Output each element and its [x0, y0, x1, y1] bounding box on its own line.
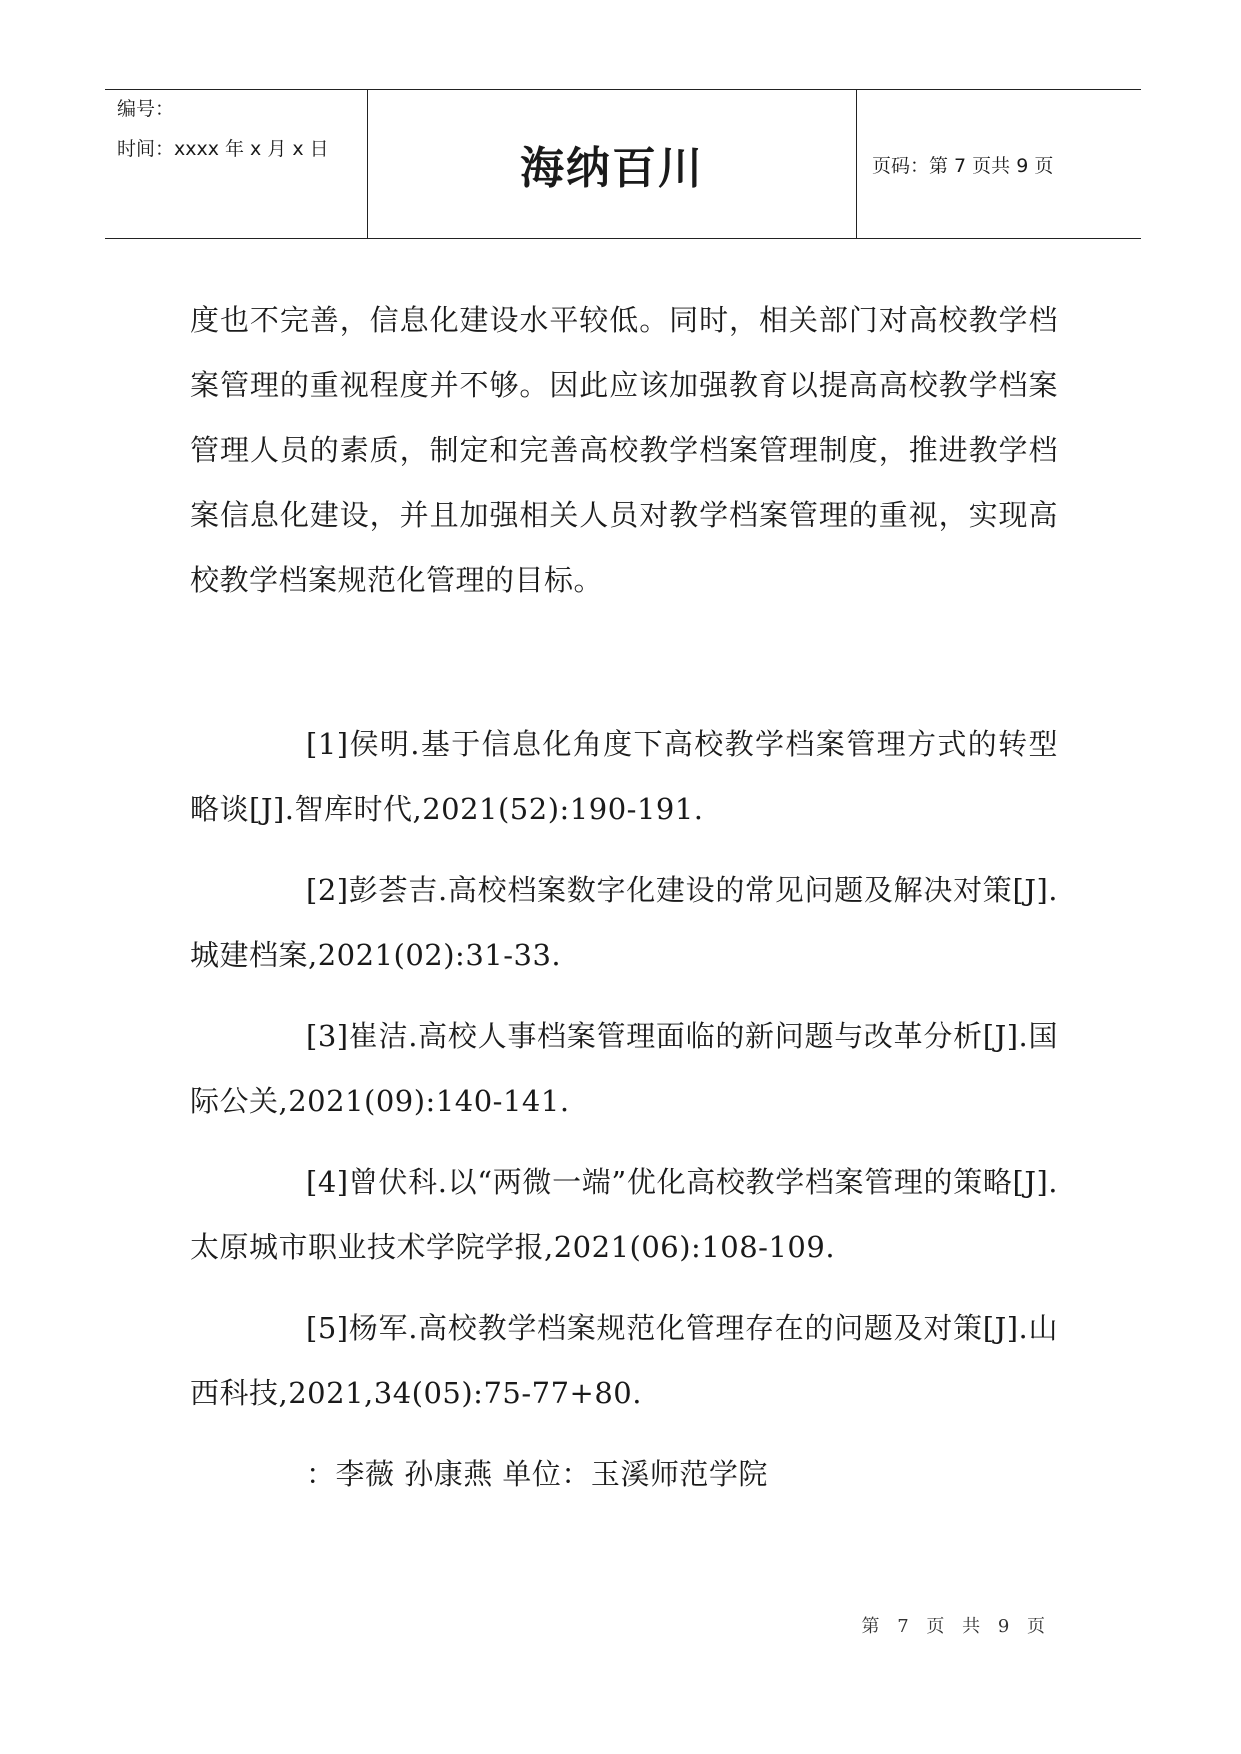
reference-item: [4]曾伏科.以“两微一端”优化高校教学档案管理的策略[J].太原城市职业技术学院学报,2021(06):108-109. [190, 1165, 1058, 1264]
header-page-cell [857, 90, 1141, 238]
document-number-label: 编号： [117, 98, 175, 120]
body-paragraph: 度也不完善，信息化建设水平较低。同时，相关部门对高校教学档案管理的重视程度并不够。因此应该加强教育以提高高校教学档案管理人员的素质，制定和完善高校教学档案管理制度，推进教学档案信息化建设，并且加强相关人员对教学档案管理的重视，实现高校教学档案规范化管理的目标。 [190, 303, 1058, 597]
header-title-cell [368, 90, 857, 238]
reference-item: [2]彭荟吉.高校档案数字化建设的常见问题及解决对策[J].城建档案,2021(02):31-33. [190, 873, 1058, 972]
author-affiliation: ：李薇 孙康燕 单位：玉溪师范学院 [306, 1457, 768, 1491]
reference-list [190, 712, 1058, 1442]
footer-page-number: 第 7 页 共 9 页 [861, 1616, 1051, 1637]
document-date-label: 时间：xxxx 年 x 月 x 日 [117, 138, 329, 160]
reference-item: [1]侯明.基于信息化角度下高校教学档案管理方式的转型略谈[J].智库时代,2021(52):190-191. [190, 727, 1058, 826]
header-meta-cell [105, 90, 368, 238]
header-page-number: 页码：第 7 页共 9 页 [872, 154, 1054, 177]
reference-item: [5]杨军.高校教学档案规范化管理存在的问题及对策[J].山西科技,2021,34(05):75-77+80. [190, 1311, 1058, 1410]
reference-item: [3]崔洁.高校人事档案管理面临的新问题与改革分析[J].国际公关,2021(09):140-141. [190, 1019, 1058, 1118]
document-header [105, 89, 1141, 239]
document-title: 海纳百川 [520, 143, 704, 194]
